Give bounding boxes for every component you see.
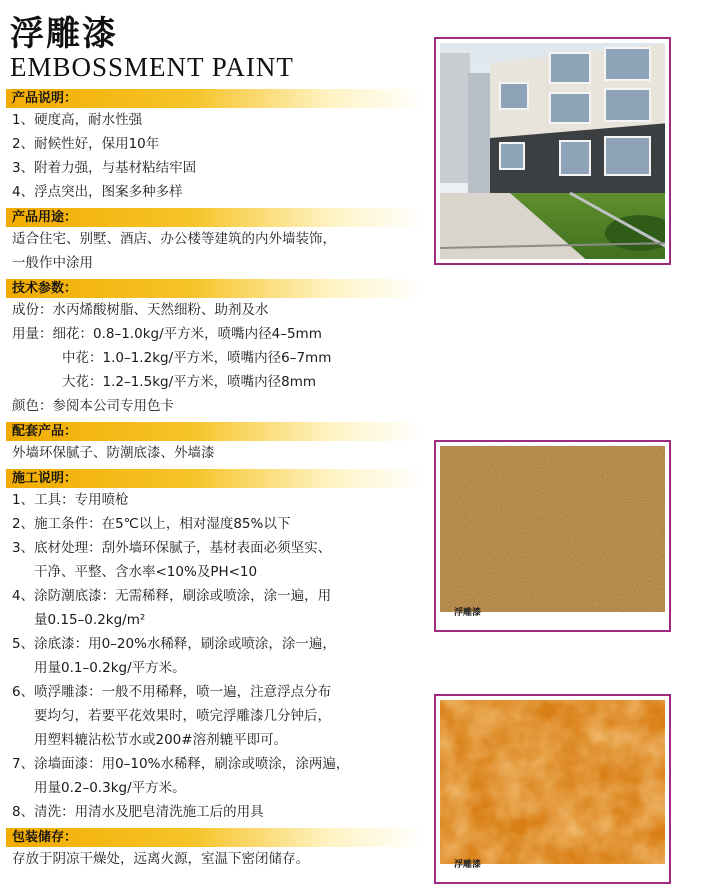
section-heading-construct: 施工说明： (6, 469, 424, 488)
section-heading-tech: 技术参数： (6, 279, 424, 298)
tech-line: 成份：水丙烯酸树脂、天然细粉、助剂及水 (12, 302, 269, 318)
construct-line: 8、清洗：用清水及肥皂清洗施工后的用具 (12, 804, 264, 820)
tech-line: 颜色：参阅本公司专用色卡 (12, 398, 174, 414)
texture-sample-large (434, 694, 671, 884)
construct-line: 7、涂墙面漆：用0–10%水稀释，刷涂或喷涂，涂两遍， (12, 756, 350, 772)
construct-line: 用量0.2–0.3kg/平方米。 (34, 780, 186, 796)
construct-line: 1、工具：专用喷枪 (12, 492, 129, 508)
section-heading-desc: 产品说明： (6, 89, 424, 108)
store-line: 存放于阴凉干燥处，远离火源，室温下密闭储存。 (12, 851, 309, 867)
section-heading-use: 产品用途： (6, 208, 424, 227)
match-line: 外墙环保腻子、防潮底漆、外墙漆 (12, 445, 215, 461)
sample-caption: 浮雕漆 (454, 608, 482, 618)
construct-line: 用量0.1–0.2kg/平方米。 (34, 660, 186, 676)
construct-line: 要均匀，若要平花效果时，喷完浮雕漆几分钟后， (34, 708, 331, 724)
building-photo (434, 37, 671, 265)
construct-line: 4、涂防潮底漆：无需稀释，刷涂或喷涂，涂一遍，用 (12, 588, 332, 604)
tech-line: 大花：1.2–1.5kg/平方米，喷嘴内径8mm (62, 374, 317, 390)
desc-line: 2、耐候性好，保用10年 (12, 136, 160, 152)
section-heading-store: 包装储存： (6, 828, 424, 847)
construct-line: 量0.15–0.2kg/m² (34, 612, 146, 628)
sample-caption: 浮雕漆 (454, 860, 482, 870)
section-heading-match: 配套产品： (6, 422, 424, 441)
construct-line: 干净、平整、含水率<10%及PH<10 (34, 564, 258, 580)
construct-line: 6、喷浮雕漆：一般不用稀释，喷一遍，注意浮点分布 (12, 684, 332, 700)
large-texture-pattern (440, 700, 665, 878)
construct-line: 3、底材处理：刮外墙环保腻子，基材表面必须坚实、 (12, 540, 332, 556)
texture-sample-fine (434, 440, 671, 632)
construct-line: 2、施工条件：在5℃以上，相对湿度85%以下 (12, 516, 291, 532)
desc-line: 3、附着力强，与基材粘结牢固 (12, 160, 197, 176)
page-title-en: EMBOSSMENT PAINT (10, 52, 294, 82)
tech-line: 中花：1.0–1.2kg/平方米，喷嘴内径6–7mm (62, 350, 332, 366)
spec-content (0, 89, 420, 871)
building-illustration (440, 43, 665, 259)
tech-line: 用量：细花：0.8–1.0kg/平方米，喷嘴内径4–5mm (12, 326, 322, 342)
use-line: 一般作中涂用 (12, 255, 93, 271)
use-line: 适合住宅、别墅、酒店、办公楼等建筑的内外墙装饰， (12, 231, 336, 247)
construct-line: 5、涂底漆：用0–20%水稀释，刷涂或喷涂，涂一遍， (12, 636, 336, 652)
desc-line: 4、浮点突出，图案多种多样 (12, 184, 183, 200)
page-title-cn: 浮雕漆 (10, 14, 118, 54)
construct-line: 用塑料辘沾松节水或200#溶剂辘平即可。 (34, 732, 288, 748)
fine-texture-pattern (440, 446, 665, 626)
desc-line: 1、硬度高，耐水性强 (12, 112, 143, 128)
